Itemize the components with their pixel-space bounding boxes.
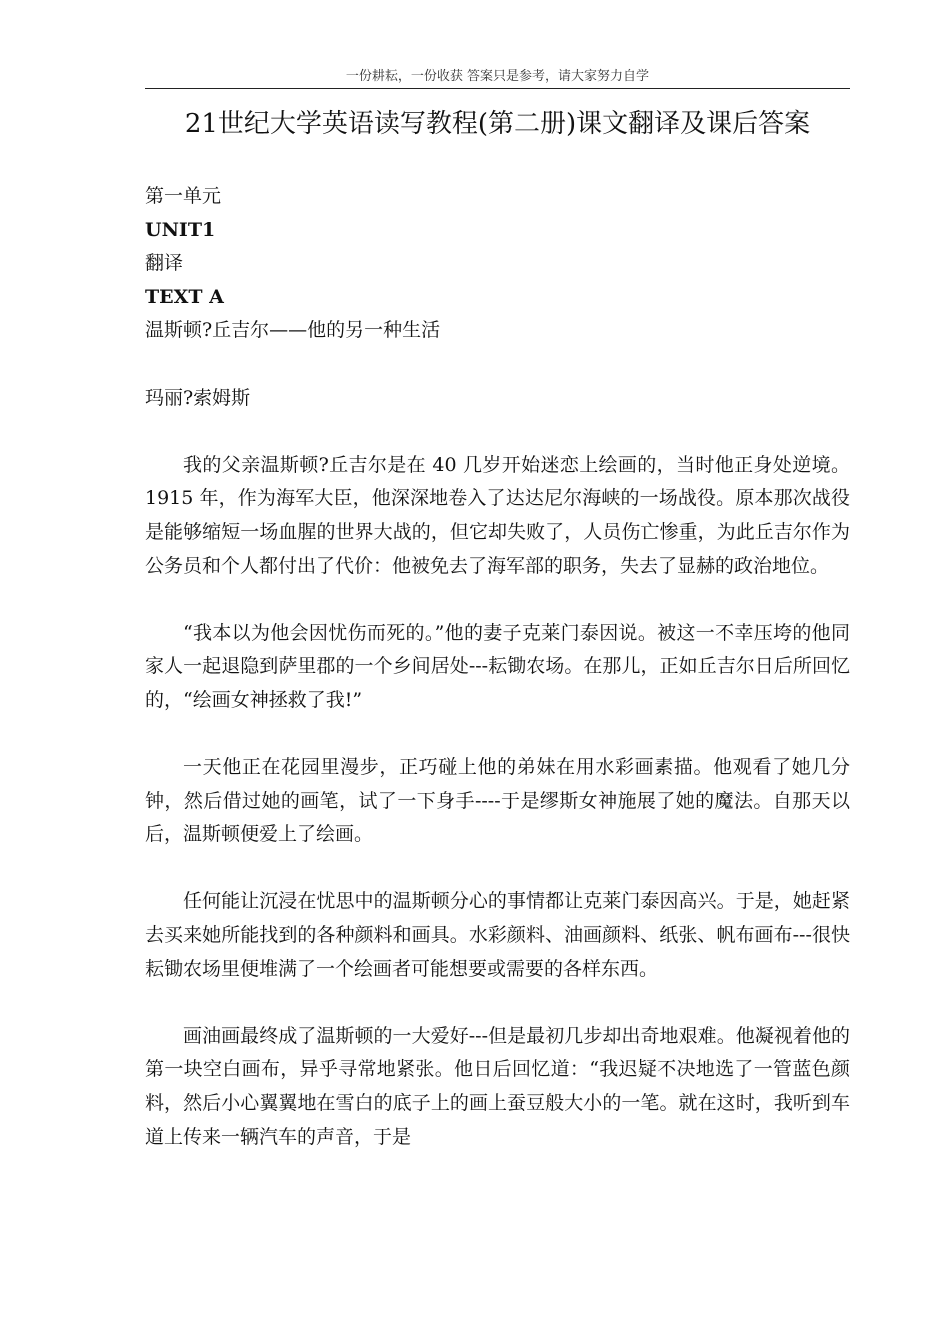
document-body <box>145 180 850 1154</box>
paragraph-3: 一天他正在花园里漫步，正巧碰上他的弟妹在用水彩画素描。他观看了她几分钟，然后借过她的画笔，试了一下身手----于是缪斯女神施展了她的魔法。自那天以后，温斯顿便爱上了绘画。 <box>145 756 850 846</box>
spacer <box>145 583 850 617</box>
document-title: 21世纪大学英语读写教程(第二册)课文翻译及课后答案 <box>184 109 811 139</box>
spacer <box>145 348 850 382</box>
spacer <box>145 718 850 752</box>
page-header: 一份耕耘，一份收获 答案只是参考，请大家努力自学 <box>345 69 650 84</box>
text-label: TEXT A <box>145 285 224 308</box>
paragraph-2: “我本以为他会因忧伤而死的。”他的妻子克莱门泰因说。被这一不幸压垮的他同家人一起退隐到萨里郡的一个乡间居处---耘锄农场。在那儿，正如丘吉尔日后所回忆的，“绘画女神拯救了我!” <box>145 621 850 711</box>
translation-label: 翻译 <box>145 252 184 275</box>
paragraph-1: 我的父亲温斯顿?丘吉尔是在 40 几岁开始迷恋上绘画的，当时他正身处逆境。1915 年，作为海军大臣，他深深地卷入了达达尼尔海峡的一场战役。原本那次战役是能够缩短一场血腥的世界大战的，但它却失败了，人员伤亡惨重，为此丘吉尔作为公务员和个人都付出了代价：他被免去了海军部的职务，失去了显赫的政治地位。 <box>145 453 850 577</box>
header-divider <box>145 88 850 89</box>
spacer <box>145 415 850 449</box>
article-title: 温斯顿?丘吉尔——他的另一种生活 <box>145 319 441 342</box>
article-author: 玛丽?索姆斯 <box>145 386 251 409</box>
spacer <box>145 986 850 1020</box>
unit-heading-cn: 第一单元 <box>145 185 222 207</box>
paragraph-4: 任何能让沉浸在忧思中的温斯顿分心的事情都让克莱门泰因高兴。于是，她赶紧去买来她所能找到的各种颜料和画具。水彩颜料、油画颜料、纸张、帆布画布---很快耘锄农场里便堆满了一个绘画者可能想要或需要的各样东西。 <box>145 890 850 980</box>
spacer <box>145 852 850 886</box>
unit-heading-en: UNIT1 <box>145 218 216 241</box>
paragraph-5: 画油画最终成了温斯顿的一大爱好---但是最初几步却出奇地艰难。他凝视着他的第一块空白画布，异乎寻常地紧张。他日后回忆道：“我迟疑不决地选了一管蓝色颜料，然后小心翼翼地在雪白的底子上的画上蚕豆般大小的一笔。就在这时，我听到车道上传来一辆汽车的声音，于是 <box>145 1024 850 1148</box>
